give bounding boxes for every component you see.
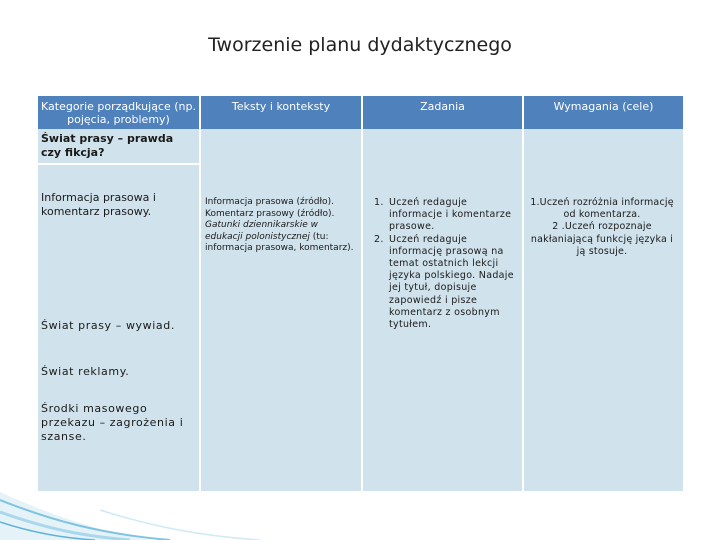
decorative-swoosh xyxy=(0,450,260,540)
category-item: Świat prasy – wywiad. xyxy=(41,319,175,332)
header-tasks: Zadania xyxy=(362,95,523,129)
requirement-item: 2 .Uczeń rozpoznaje nakłaniającą funkcję języka i ją stosuje. xyxy=(530,221,674,257)
task-item: 1. Uczeń redaguje informacje i komentarze prasowe. xyxy=(387,197,519,234)
header-requirements: Wymagania (cele) xyxy=(523,95,684,129)
row-divider xyxy=(38,163,199,165)
texts-content xyxy=(205,197,355,255)
tasks-content xyxy=(369,197,519,331)
tasks-cell xyxy=(362,129,523,492)
categories-cell xyxy=(37,129,200,492)
category-item: Środki masowego przekazu – zagrożenia i szanse. xyxy=(41,402,184,443)
header-row xyxy=(37,95,684,129)
header-texts: Teksty i konteksty xyxy=(200,95,362,129)
table-row xyxy=(37,129,684,492)
text-line: Komentarz prasowy (źródło). xyxy=(205,208,335,219)
plan-table xyxy=(36,94,685,493)
requirements-content xyxy=(526,197,678,258)
slide-title: Tworzenie planu dydaktycznego xyxy=(208,34,512,56)
category-item: Świat reklamy. xyxy=(41,365,130,378)
header-categories: Kategorie porządkujące (np. pojęcia, problemy) xyxy=(37,95,200,129)
section-heading: Świat prasy – prawda czy fikcja? xyxy=(41,132,174,159)
text-italic-title: Gatunki dziennikarskie w edukacji polonistycznej xyxy=(205,220,318,242)
text-line: Informacja prasowa (źródło). xyxy=(205,197,334,207)
requirement-item: 1.Uczeń rozróżnia informację od komentarza. xyxy=(530,197,674,221)
texts-cell xyxy=(200,129,362,492)
category-item: Informacja prasowa i komentarz prasowy. xyxy=(41,191,156,218)
text-line: (tu: informacja prasowa, komentarz). xyxy=(205,231,354,253)
requirements-cell xyxy=(523,129,684,492)
task-item: 2. Uczeń redaguje informację prasową na temat ostatnich lekcji języka polskiego. Nadaje jej tytuł, dopisuje zapowiedź i pisze komentarz z osobnym tytułem. xyxy=(387,234,519,332)
